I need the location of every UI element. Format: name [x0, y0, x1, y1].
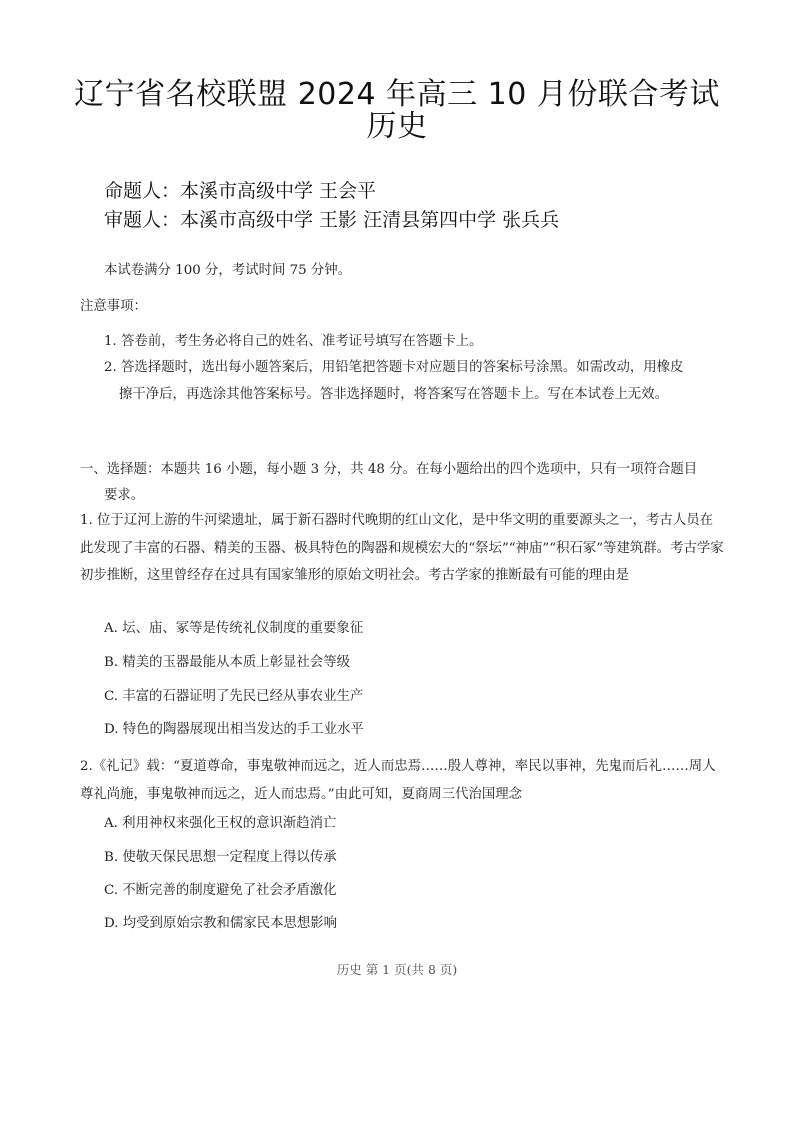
- subject-title: 历史: [366, 109, 428, 144]
- question-2-option-d: D. 均受到原始宗教和儒家民本思想影响: [104, 916, 338, 931]
- note-item: 1. 答卷前，考生务必将自己的姓名、准考证号填写在答题卡上。: [104, 334, 483, 349]
- section-heading: 一、选择题：本题共 16 小题，每小题 3 分，共 48 分。在每小题给出的四个选项中，只有一项符合题目: [80, 462, 698, 477]
- question-2-stem: 2.《礼记》载：“夏道尊命，事鬼敬神而远之，近人而忠焉……殷人尊神，率民以事神，先鬼而后礼……周人尊礼尚施，事鬼敬神而远之，近人而忠焉。”由此可知，夏商周三代治国理念: [80, 759, 716, 802]
- question-1-option-b: B. 精美的玉器最能从本质上彰显社会等级: [104, 655, 350, 670]
- notes-heading: 注意事项：: [80, 299, 147, 314]
- question-2-option-a: A. 利用神权来强化王权的意识渐趋消亡: [104, 816, 337, 831]
- question-1-option-c: C. 丰富的石器证明了先民已经从事农业生产: [104, 689, 364, 704]
- question-reviewer: 审题人：本溪市高级中学 王影 汪清县第四中学 张兵兵: [104, 209, 560, 231]
- question-2-option-c: C. 不断完善的制度避免了社会矛盾激化: [104, 883, 337, 898]
- exam-title: 辽宁省名校联盟 2024 年高三 10 月份联合考试: [74, 77, 720, 112]
- page-footer: 历史 第 1 页(共 8 页): [336, 962, 458, 977]
- section-heading-continued: 要求。: [104, 488, 145, 503]
- question-2-option-b: B. 使敬天保民思想一定程度上得以传承: [104, 850, 337, 865]
- exam-info: 本试卷满分 100 分，考试时间 75 分钟。: [104, 263, 352, 278]
- question-setter: 命题人：本溪市高级中学 王会平: [104, 180, 377, 202]
- question-1-option-a: A. 坛、庙、冢等是传统礼仪制度的重要象征: [104, 621, 364, 636]
- note-item-continued: 擦干净后，再选涂其他答案标号。答非选择题时，将答案写在答题卡上。写在本试卷上无效。: [119, 387, 669, 402]
- note-item: 2. 答选择题时，选出每小题答案后，用铅笔把答题卡对应题目的答案标号涂黑。如需改动，用橡皮: [104, 360, 684, 375]
- question-1-stem: 1. 位于辽河上游的牛河梁遗址，属于新石器时代晚期的红山文化，是中华文明的重要源头之一，考古人员在此发现了丰富的石器、精美的玉器、极具特色的陶器和规模宏大的“祭坛”“神庙”“积石冢”等建筑群。考古学家初步推断，这里曾经存在过具有国家雏形的原始文明社会。考古学家的推断最有可能的理由是: [80, 513, 724, 583]
- question-1-option-d: D. 特色的陶器展现出相当发达的手工业水平: [104, 722, 364, 737]
